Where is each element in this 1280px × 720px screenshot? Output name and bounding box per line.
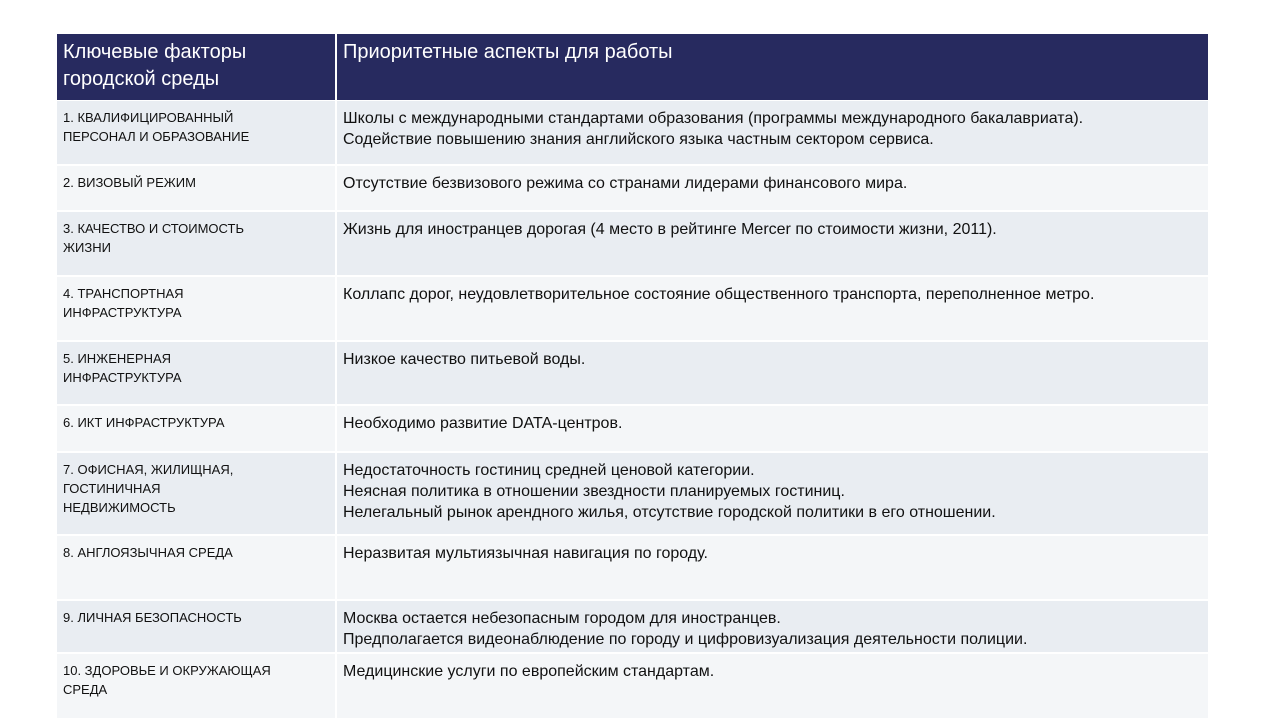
aspect-line: Школы с международными стандартами образования (программы международного бакалавриата). [343,110,1084,127]
aspect-line: Неразвитая мультиязычная навигация по городу. [343,545,708,562]
factor-line: 6. ИКТ ИНФРАСТРУКТУРА [63,415,225,430]
header-factor-line: Ключевые факторы [63,41,247,63]
aspect-cell [335,212,1208,277]
factor-line: 7. ОФИСНАЯ, ЖИЛИЩНАЯ, [63,462,234,477]
factor-cell [57,654,335,720]
factor-line: 8. АНГЛОЯЗЫЧНАЯ СРЕДА [63,545,233,560]
aspect-line: Недостаточность гостиниц средней ценовой категории. [343,462,755,479]
factor-cell [57,342,335,406]
factor-cell [57,536,335,601]
factors-table [57,34,1208,720]
factor-line: 1. КВАЛИФИЦИРОВАННЫЙ [63,110,234,125]
aspect-line: Предполагается видеонаблюдение по городу и цифровизуализация деятельности полиции. [343,631,1028,648]
factor-line: 5. ИНЖЕНЕРНАЯ [63,351,172,366]
header-factor-line: городской среды [63,68,220,90]
factor-line: 4. ТРАНСПОРТНАЯ [63,286,184,301]
factor-cell [57,277,335,342]
aspect-cell [335,406,1208,453]
table-row [57,601,1208,654]
factor-cell [57,212,335,277]
table-row [57,654,1208,720]
table-row [57,212,1208,277]
aspect-line: Отсутствие безвизового режима со странами лидерами финансового мира. [343,175,908,192]
header-row [57,34,1208,101]
factor-line: ИНФРАСТРУКТУРА [63,370,182,385]
factor-line: 9. ЛИЧНАЯ БЕЗОПАСНОСТЬ [63,610,242,625]
aspect-line: Неясная политика в отношении звездности планируемых гостиниц. [343,483,845,500]
factor-line: ЖИЗНИ [63,240,111,255]
aspect-cell [335,342,1208,406]
factor-cell [57,601,335,654]
table-row [57,277,1208,342]
table-row [57,101,1208,166]
table-row [57,536,1208,601]
factor-cell [57,406,335,453]
aspect-line: Медицинские услуги по европейским стандартам. [343,663,715,680]
table-row [57,342,1208,406]
factor-line: 3. КАЧЕСТВО И СТОИМОСТЬ [63,221,244,236]
factor-cell [57,101,335,166]
factor-cell [57,166,335,212]
factor-line: СРЕДА [63,682,108,697]
aspect-cell [335,101,1208,166]
header-aspect: Приоритетные аспекты для работы [335,34,1208,101]
aspect-line: Низкое качество питьевой воды. [343,351,586,368]
table-row [57,406,1208,453]
factor-line: НЕДВИЖИМОСТЬ [63,500,176,515]
aspect-line: Нелегальный рынок арендного жилья, отсутствие городской политики в его отношении. [343,504,996,521]
table-header [57,34,1208,101]
table-body [57,101,1208,720]
aspect-cell [335,601,1208,654]
factor-line: ПЕРСОНАЛ И ОБРАЗОВАНИЕ [63,129,250,144]
factor-line: ИНФРАСТРУКТУРА [63,305,182,320]
aspect-line: Москва остается небезопасным городом для иностранцев. [343,610,781,627]
aspect-line: Содействие повышению знания английского языка частным сектором сервиса. [343,131,934,148]
factor-line: 2. ВИЗОВЫЙ РЕЖИМ [63,175,196,190]
aspect-cell [335,453,1208,536]
factor-line: ГОСТИНИЧНАЯ [63,481,161,496]
factor-cell [57,453,335,536]
header-factor [57,34,335,101]
aspect-line: Коллапс дорог, неудовлетворительное состояние общественного транспорта, переполненное метро. [343,286,1095,303]
aspect-cell [335,277,1208,342]
table-row [57,166,1208,212]
aspect-line: Жизнь для иностранцев дорогая (4 место в рейтинге Mercer по стоимости жизни, 2011). [343,221,997,238]
aspect-cell [335,166,1208,212]
table-row [57,453,1208,536]
aspect-cell [335,654,1208,720]
aspect-cell [335,536,1208,601]
aspect-line: Необходимо развитие DATA-центров. [343,415,623,432]
factor-line: 10. ЗДОРОВЬЕ И ОКРУЖАЮЩАЯ [63,663,271,678]
